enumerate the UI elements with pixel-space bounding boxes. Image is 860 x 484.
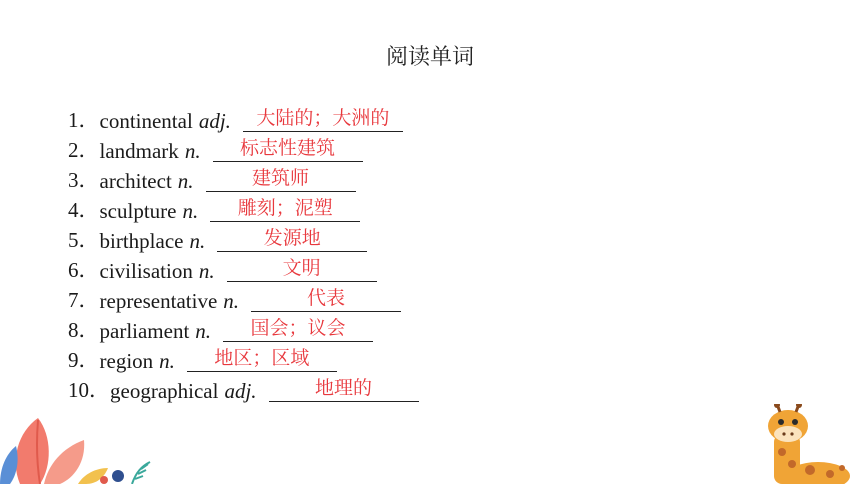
list-item xyxy=(68,344,419,374)
item-answer: 地区；区域 xyxy=(214,347,310,369)
answer-blank xyxy=(187,347,337,372)
item-number: 5． xyxy=(68,228,100,252)
item-pos: n. xyxy=(198,259,215,283)
vocab-list xyxy=(68,104,419,404)
item-word: representative xyxy=(99,289,218,313)
answer-blank xyxy=(251,287,401,312)
list-item xyxy=(68,194,419,224)
item-number: 6． xyxy=(68,258,100,282)
giraffe-icon xyxy=(760,404,860,484)
item-word: parliament xyxy=(99,319,190,343)
answer-blank xyxy=(243,107,403,132)
answer-blank xyxy=(269,377,419,402)
item-pos: adj. xyxy=(198,109,231,133)
item-number: 8． xyxy=(68,318,100,342)
item-answer: 雕刻；泥塑 xyxy=(237,197,333,219)
answer-blank xyxy=(217,227,367,252)
answer-blank xyxy=(213,137,363,162)
list-item xyxy=(68,134,419,164)
leaf-plant-icon xyxy=(0,410,160,484)
item-word: sculpture xyxy=(99,199,177,223)
item-word: geographical xyxy=(110,379,219,403)
item-answer: 大陆的；大洲的 xyxy=(256,107,390,129)
item-number: 9． xyxy=(68,348,100,372)
list-item xyxy=(68,284,419,314)
item-word: landmark xyxy=(99,139,179,163)
answer-blank xyxy=(210,197,360,222)
item-word: continental xyxy=(99,109,193,133)
item-answer: 发源地 xyxy=(263,227,321,249)
item-number: 10． xyxy=(68,378,110,402)
page-title: 阅读单词 xyxy=(385,45,474,70)
item-answer: 国会；议会 xyxy=(250,317,346,339)
item-pos: n. xyxy=(195,319,212,343)
item-number: 1． xyxy=(68,108,100,132)
item-word: civilisation xyxy=(99,259,193,283)
list-item xyxy=(68,224,419,254)
answer-blank xyxy=(223,317,373,342)
item-pos: n. xyxy=(189,229,206,253)
item-pos: n. xyxy=(182,199,199,223)
list-item xyxy=(68,374,419,404)
item-number: 3． xyxy=(68,168,100,192)
answer-blank xyxy=(227,257,377,282)
item-answer: 建筑师 xyxy=(252,167,310,189)
item-word: architect xyxy=(99,169,172,193)
item-pos: n. xyxy=(159,349,175,373)
item-number: 4． xyxy=(68,198,100,222)
item-answer: 地理的 xyxy=(315,377,373,399)
list-item xyxy=(68,104,419,134)
item-pos: n. xyxy=(223,289,240,313)
list-item xyxy=(68,254,419,284)
item-pos: n. xyxy=(177,169,194,193)
item-answer: 代表 xyxy=(307,287,346,309)
item-pos: adj. xyxy=(224,379,257,403)
item-word: region xyxy=(99,349,154,373)
item-number: 2． xyxy=(68,138,100,162)
list-item xyxy=(68,164,419,194)
item-pos: n. xyxy=(184,139,201,163)
item-word: birthplace xyxy=(99,229,184,253)
item-answer: 文明 xyxy=(282,257,321,279)
list-item xyxy=(68,314,419,344)
item-answer: 标志性建筑 xyxy=(240,137,336,159)
item-number: 7． xyxy=(68,288,100,312)
answer-blank xyxy=(206,167,356,192)
